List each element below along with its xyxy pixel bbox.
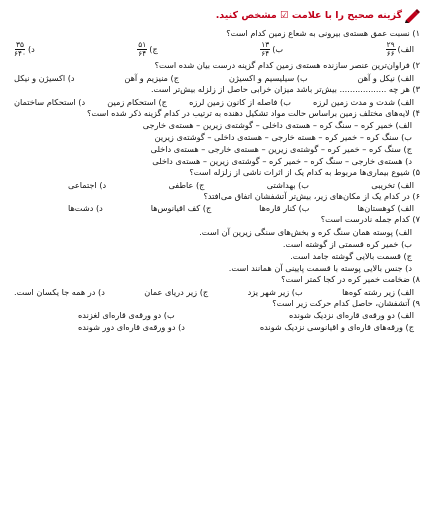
- question-1: ۱) نسبت عمق هسته‌ی بیرونی به شعاع زمین کدام است؟: [226, 28, 420, 38]
- option-label: ج): [149, 43, 158, 54]
- option-c[interactable]: ج) عاطفی: [168, 179, 205, 190]
- option-a[interactable]: الف) زیر رشته کوه‌ها: [342, 286, 414, 297]
- instruction-text: گزینه صحیح را با علامت ☑ مشخص کنید.: [215, 9, 402, 21]
- option-b[interactable]: [260, 41, 283, 59]
- option-d[interactable]: د) اجتماعی: [68, 179, 107, 190]
- option-a[interactable]: الف) تخریبی: [371, 179, 414, 190]
- denominator: ۶۴: [138, 49, 147, 58]
- question-9-options-row-1: [78, 309, 414, 321]
- option-d[interactable]: د) دو ورقه‌ی قاره‌ای دور شونده: [78, 322, 185, 333]
- fraction: [14, 41, 26, 59]
- option-a[interactable]: الف) نیکل و آهن: [357, 73, 414, 83]
- numerator: ۱۳: [261, 39, 270, 49]
- numerator: ۲۹: [386, 39, 395, 49]
- question-6-options: [68, 202, 414, 214]
- option-a[interactable]: الف) دو ورقه‌ی قاره‌ای نزدیک شونده: [288, 310, 414, 321]
- question-7: ۷) کدام جمله نادرست است؟: [320, 214, 420, 225]
- option-d[interactable]: د) استحکام ساختمان: [14, 96, 86, 107]
- question-5-options: [68, 179, 414, 191]
- worksheet-header: [8, 6, 420, 24]
- fraction: [260, 41, 270, 59]
- option-b[interactable]: ب) دو ورقه‌ی قاره‌ای لغزنده: [78, 310, 175, 321]
- option-a[interactable]: الف) پوسته همان سنگ کره و بخش‌های سنگی زیرین آن است.: [199, 226, 412, 237]
- denominator: ۶۴: [261, 49, 270, 58]
- option-a[interactable]: الف) کوهستان‌ها: [357, 203, 414, 214]
- question-2: ۲) فراوان‌ترین عنصر سازنده هسته‌ی زمین کدام گزینه درست بیان شده است؟: [154, 60, 420, 71]
- option-d[interactable]: د) در همه جا یکسان است.: [14, 286, 105, 297]
- question-6: ۶) در کدام یک از مکان‌های زیر، بیش‌تر آتشفشان اتفاق می‌افتد؟: [203, 190, 420, 201]
- option-a[interactable]: [386, 41, 414, 59]
- option-d[interactable]: د) دشت‌ها: [68, 203, 103, 214]
- option-c[interactable]: ج) قسمت بالایی گوشته جامد است.: [290, 250, 412, 261]
- pencil-icon: [406, 8, 420, 22]
- question-8: ۸) ضخامت خمیر کره در کجا کمتر است؟: [281, 273, 420, 284]
- question-5: ۵) شیوع بیماری‌ها مربوط به کدام یک از اثرات ناشی از زلزله است؟: [189, 167, 420, 178]
- question-3: ۳) هر چه .................. بیش‌تر باشد میزان خرابی حاصل از زلزله بیش‌تر است.: [150, 84, 420, 94]
- question-3-options: [14, 96, 414, 108]
- option-b[interactable]: ب) سیلیسیم و اکسیژن: [228, 73, 308, 83]
- option-d[interactable]: د) اکسیژن و نیکل: [14, 73, 75, 83]
- option-c[interactable]: ج) استحکام زمین: [107, 96, 167, 107]
- option-b[interactable]: ب) خمیر کره قسمتی از گوشته است.: [282, 238, 412, 249]
- option-d[interactable]: [14, 41, 35, 59]
- option-b[interactable]: ب) فاصله از کانون زمین لرزه: [189, 96, 291, 107]
- option-c[interactable]: [137, 41, 157, 59]
- option-a[interactable]: الف) خمیر کره – سنگ کره – هسته‌ی داخلی – گوشته‌ی زیرین – هسته‌ی خارجی: [142, 120, 412, 131]
- question-9: ۹) آتشفشان، حاصل کدام حرکت زیر است؟: [272, 297, 420, 308]
- option-d[interactable]: د) جنس بالایی پوسته با قسمت پایینی آن همانند است.: [228, 262, 412, 273]
- question-2-options: [14, 72, 414, 84]
- option-b[interactable]: ب) بهداشتی: [266, 179, 310, 190]
- option-c[interactable]: ج) منیزیم و آهن: [124, 73, 180, 83]
- option-c[interactable]: ج) زیر دریای عمان: [144, 286, 209, 297]
- option-b[interactable]: ب) سنگ کره – خمیر کره – هسته خارجی – هسته‌ی داخلی – گوشته‌ی زیرین: [154, 132, 412, 143]
- denominator: ۶۶: [386, 49, 395, 58]
- option-label: الف): [397, 43, 414, 54]
- denominator: ۶۴۰: [14, 49, 26, 58]
- question-4: ۴) لایه‌های مختلف زمین براساس حالت مواد تشکیل دهنده به ترتیب در کدام گزینه ذکر شده است؟: [87, 107, 420, 118]
- question-9-options-row-2: [78, 321, 414, 333]
- option-label: ب): [272, 43, 284, 54]
- option-b[interactable]: ب) کنار قاره‌ها: [259, 203, 310, 214]
- option-label: د): [27, 43, 35, 54]
- option-a[interactable]: الف) شدت و مدت زمین لرزه: [313, 96, 414, 107]
- fraction: [386, 41, 396, 59]
- numerator: ۵۱: [138, 39, 147, 49]
- option-c[interactable]: ج) کف اقیانوس‌ها: [150, 203, 212, 214]
- numerator: ۳۵: [16, 39, 24, 49]
- question-1-options: [14, 41, 414, 59]
- question-8-options: [14, 286, 414, 298]
- option-b[interactable]: ب) زیر شهر یزد: [247, 286, 303, 297]
- option-c[interactable]: ج) ورقه‌های قاره‌ای و اقیانوسی نزدیک شونده: [259, 322, 414, 333]
- option-c[interactable]: ج) سنگ کره – خمیر کره – گوشته‌ی زیرین – هسته‌ی خارجی – هسته‌ی داخلی: [150, 144, 412, 155]
- option-d[interactable]: د) هسته‌ی خارجی – سنگ کره – خمیر کره – گوشته‌ی زیرین – هسته‌ی داخلی: [152, 156, 412, 167]
- fraction: [137, 41, 147, 59]
